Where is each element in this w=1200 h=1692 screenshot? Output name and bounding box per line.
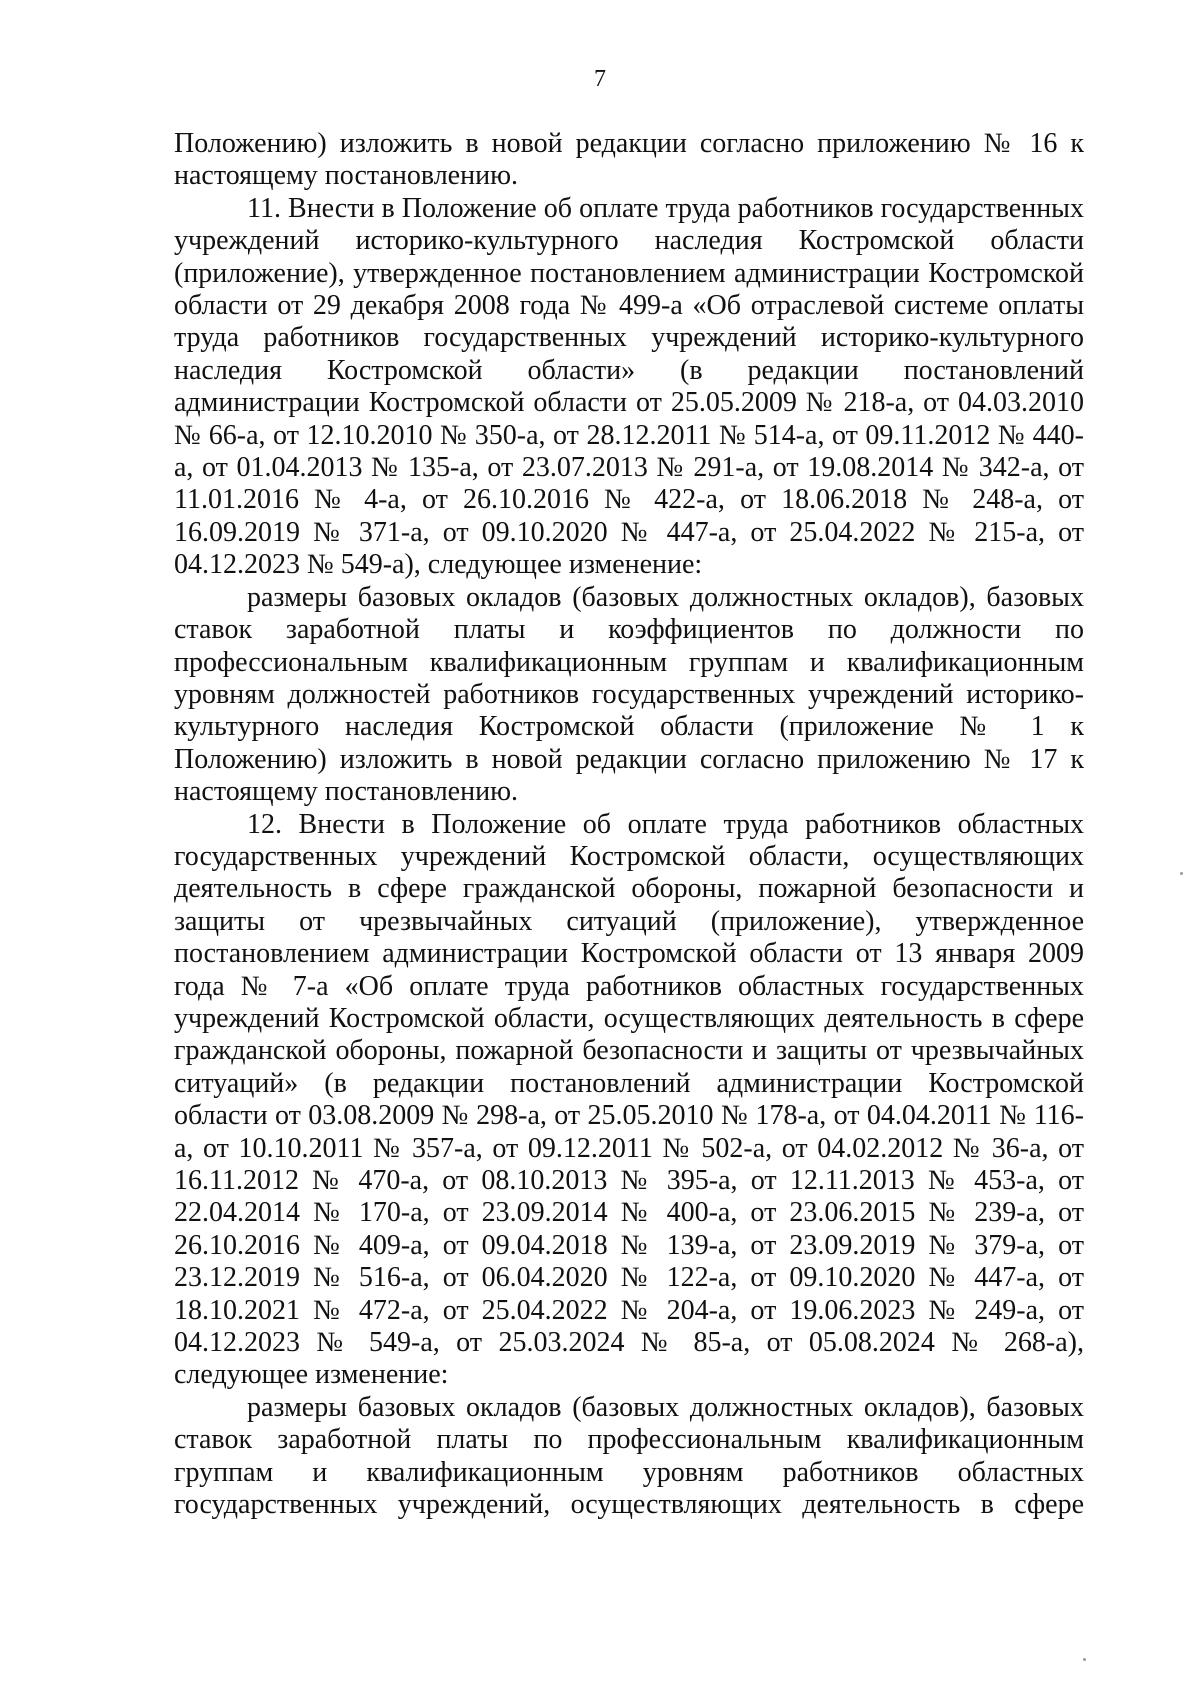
paragraph-item-12-change: размеры базовых окладов (базовых должностных окладов), базовых ставок заработной платы по профессиональным квалификационным группам и квалификационным уровням работников областных государственных учреждений, осуществляющих деятельность в сфере xyxy=(174,1391,1084,1521)
scan-speck xyxy=(1180,872,1183,875)
paragraph-item-11: 11. Внести в Положение об оплате труда работников государственных учреждений историко-культурного наследия Костромской области (приложение), утвержденное постановлением администрации Костромской области от 29 декабря 2008 года № 499-а «Об отраслевой системе оплаты труда работников государственных учреждений историко-культурного наследия Костромской области» (в редакции постановлений администрации Костромской области от 25.05.2009 № 218-а, от 04.03.2010 № 66-а, от 12.10.2010 № 350-а, от 28.12.2011 № 514-а, от 09.11.2012 № 440-а, от 01.04.2013 № 135-а, от 23.07.2013 № 291-а, от 19.08.2014 № 342-а, от 11.01.2016 № 4-а, от 26.10.2016 № 422-а, от 18.06.2018 № 248-а, от 16.09.2019 № 371-а, от 09.10.2020 № 447-а, от 25.04.2022 № 215-а, от 04.12.2023 № 549-а), следующее изменение: xyxy=(174,192,1084,581)
paragraph-continuation: Положению) изложить в новой редакции согласно приложению № 16 к настоящему постановлению. xyxy=(174,128,1084,192)
paragraph-item-11-change: размеры базовых окладов (базовых должностных окладов), базовых ставок заработной платы и коэффициентов по должности по профессиональным квалификационным группам и квалификационным уровням должностей работников государственных учреждений историко-культурного наследия Костромской области (приложение № 1 к Положению) изложить в новой редакции согласно приложению № 17 к настоящему постановлению. xyxy=(174,581,1084,808)
paragraph-item-12: 12. Внести в Положение об оплате труда работников областных государственных учреждений Костромской области, осуществляющих деятельность в сфере гражданской обороны, пожарной безопасности и защиты от чрезвычайных ситуаций (приложение), утвержденное постановлением администрации Костромской области от 13 января 2009 года № 7-а «Об оплате труда работников областных государственных учреждений Костромской области, осуществляющих деятельность в сфере гражданской обороны, пожарной безопасности и защиты от чрезвычайных ситуаций» (в редакции постановлений администрации Костромской области от 03.08.2009 № 298-а, от 25.05.2010 № 178-а, от 04.04.2011 № 116-а, от 10.10.2011 № 357-а, от 09.12.2011 № 502-а, от 04.02.2012 № 36-а, от 16.11.2012 № 470-а, от 08.10.2013 № 395-а, от 12.11.2013 № 453-а, от 22.04.2014 № 170-а, от 23.09.2014 № 400-а, от 23.06.2015 № 239-а, от 26.10.2016 № 409-а, от 09.04.2018 № 139-а, от 23.09.2019 № 379-а, от 23.12.2019 № 516-а, от 06.04.2020 № 122-а, от 09.10.2020 № 447-а, от 18.10.2021 № 472-а, от 25.04.2022 № 204-а, от 19.06.2023 № 249-а, от 04.12.2023 № 549-а, от 25.03.2024 № 85-а, от 05.08.2024 № 268-а), следующее изменение: xyxy=(174,808,1084,1391)
document-body xyxy=(174,128,1084,1521)
page-number: 7 xyxy=(594,66,606,92)
scan-speck xyxy=(1083,1658,1086,1661)
